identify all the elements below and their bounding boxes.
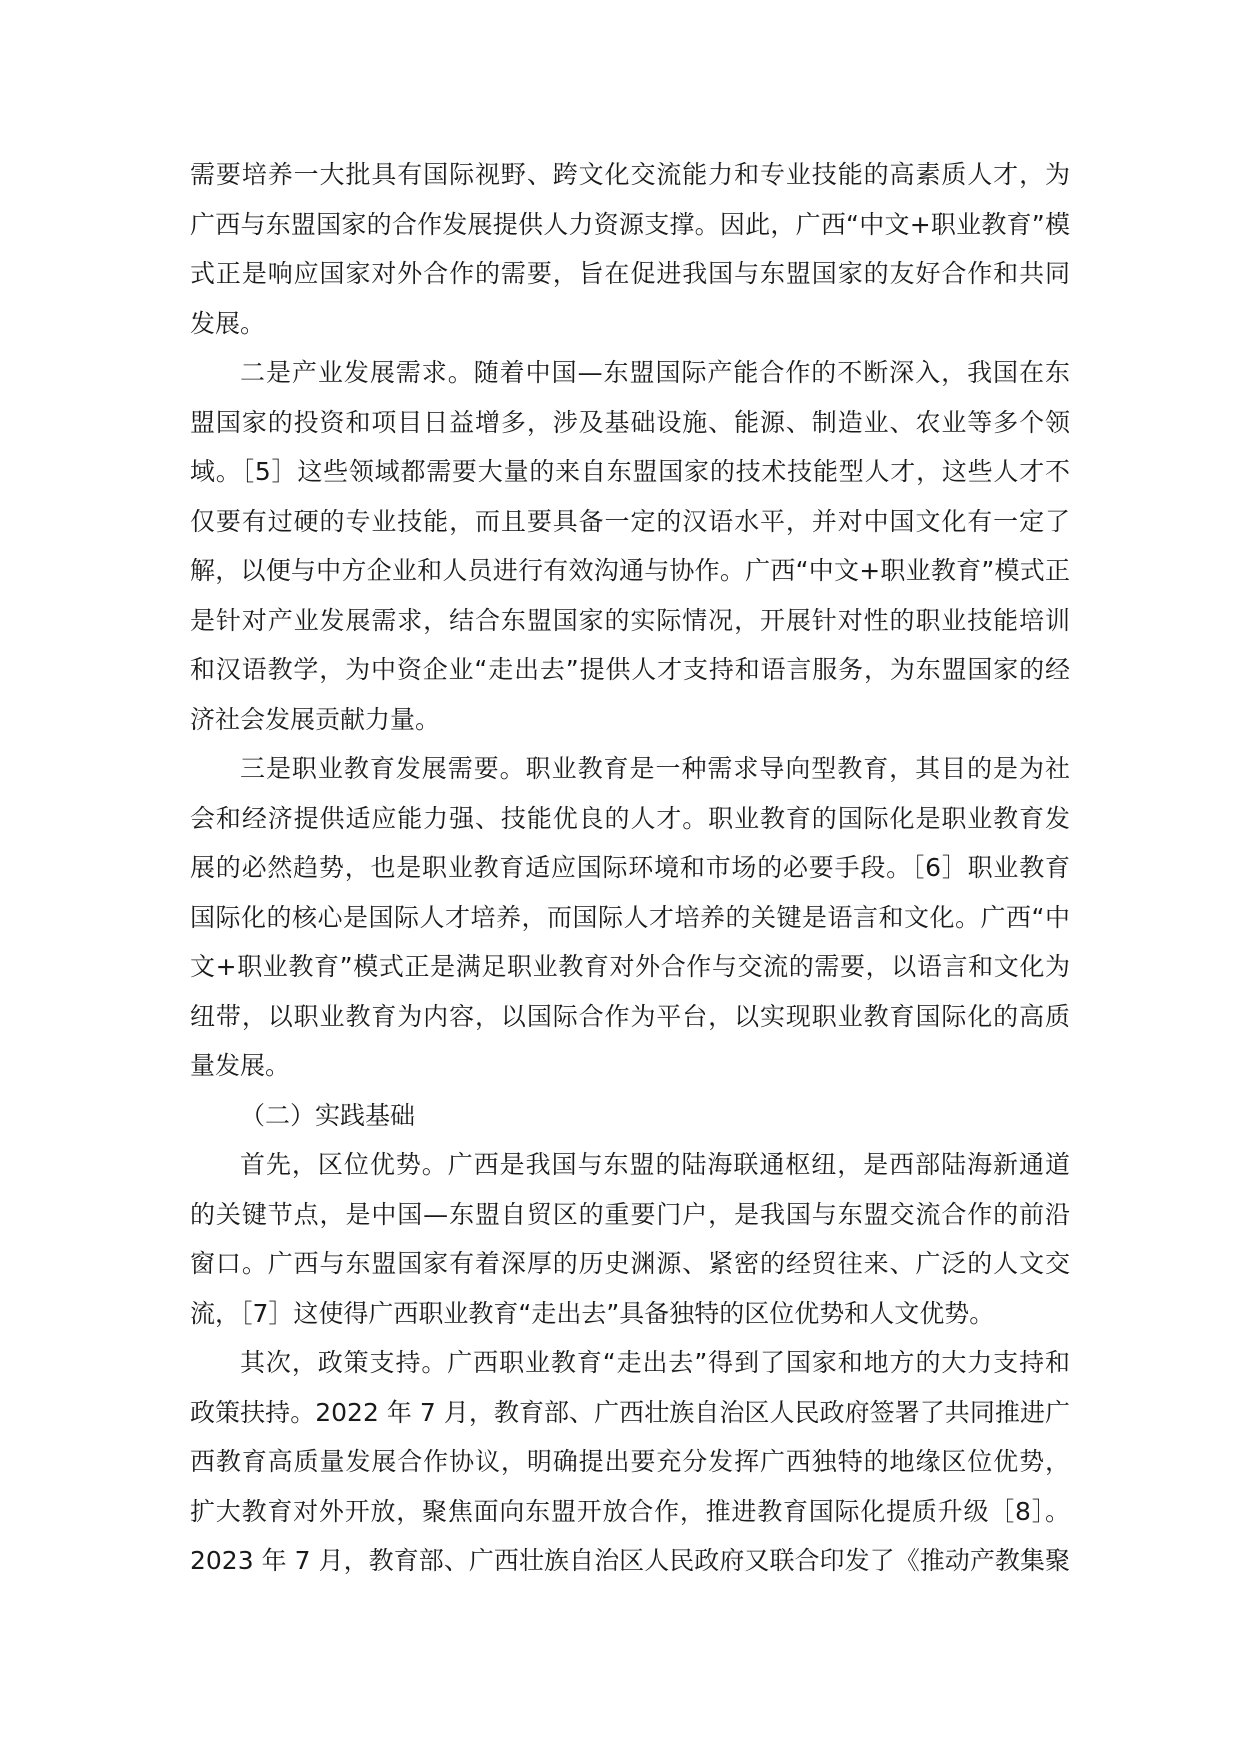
text-line: 二是产业发展需求。随着中国—东盟国际产能合作的不断深入，我国在东 [240, 358, 1070, 387]
text-line: 仅要有过硬的专业技能，而且要具备一定的汉语水平，并对中国文化有一定了 [190, 506, 1070, 536]
text-line: 广西与东盟国家的合作发展提供人力资源支撑。因此，广西“中文+职业教育”模 [190, 209, 1070, 239]
text-line: 盟国家的投资和项目日益增多，涉及基础设施、能源、制造业、农业等多个领 [190, 407, 1070, 437]
text-line: 的关键节点，是中国—东盟自贸区的重要门户，是我国与东盟交流合作的前沿 [190, 1199, 1070, 1229]
text-line: 扩大教育对外开放，聚焦面向东盟开放合作，推进教育国际化提质升级［8］。 [190, 1496, 1070, 1526]
text-line: 需要培养一大批具有国际视野、跨文化交流能力和专业技能的高素质人才，为 [190, 160, 1070, 189]
text-line: 量发展。 [190, 1051, 291, 1080]
text-line: 政策扶持。2022 年 7 月，教育部、广西壮族自治区人民政府签署了共同推进广 [190, 1397, 1070, 1427]
text-line: 济社会发展贡献力量。 [190, 704, 441, 734]
paragraph-industry-demand [190, 348, 1070, 744]
text-line: 国际化的核心是国际人才培养，而国际人才培养的关键是语言和文化。广西“中 [190, 902, 1070, 932]
text-line: 展的必然趋势，也是职业教育适应国际环境和市场的必要手段。［6］职业教育 [190, 853, 1070, 882]
text-line: 三是职业教育发展需要。职业教育是一种需求导向型教育，其目的是为社 [240, 754, 1070, 783]
paragraph-vocational-education [190, 744, 1070, 1091]
text-line: 是针对产业发展需求，结合东盟国家的实际情况，开展针对性的职业技能培训 [190, 605, 1070, 635]
text-line: 纽带，以职业教育为内容，以国际合作为平台，以实现职业教育国际化的高质 [190, 1001, 1070, 1031]
text-line: 首先，区位优势。广西是我国与东盟的陆海联通枢纽，是西部陆海新通道 [240, 1150, 1070, 1179]
text-line: 会和经济提供适应能力强、技能优良的人才。职业教育的国际化是职业教育发 [190, 803, 1070, 833]
text-line: 2023 年 7 月，教育部、广西壮族自治区人民政府又联合印发了《推动产教集聚 [190, 1546, 1070, 1575]
text-line: 发展。 [190, 308, 266, 338]
text-line: 其次，政策支持。广西职业教育“走出去”得到了国家和地方的大力支持和 [240, 1348, 1070, 1377]
text-line: 窗口。广西与东盟国家有着深厚的历史渊源、紧密的经贸往来、广泛的人文交 [190, 1249, 1070, 1278]
text-line: 式正是响应国家对外合作的需要，旨在促进我国与东盟国家的友好合作和共同 [190, 259, 1070, 288]
text-line: 西教育高质量发展合作协议，明确提出要充分发挥广西独特的地缘区位优势， [190, 1447, 1070, 1476]
paragraph-location-advantage [190, 1140, 1070, 1338]
text-line: 流，［7］这使得广西职业教育“走出去”具备独特的区位优势和人文优势。 [190, 1298, 995, 1328]
text-line: 解，以便与中方企业和人员进行有效沟通与协作。广西“中文+职业教育”模式正 [190, 556, 1070, 585]
paragraph-policy-support [190, 1338, 1070, 1586]
text-line: 域。［5］这些领域都需要大量的来自东盟国家的技术技能型人才，这些人才不 [190, 457, 1070, 486]
body-text [190, 150, 1070, 1586]
text-line: 和汉语教学，为中资企业“走出去”提供人才支持和语言服务，为东盟国家的经 [190, 655, 1070, 684]
paragraph-continuation [190, 150, 1070, 348]
section-heading: （二）实践基础 [240, 1100, 416, 1130]
text-line: 文+职业教育”模式正是满足职业教育对外合作与交流的需要，以语言和文化为 [190, 952, 1070, 981]
